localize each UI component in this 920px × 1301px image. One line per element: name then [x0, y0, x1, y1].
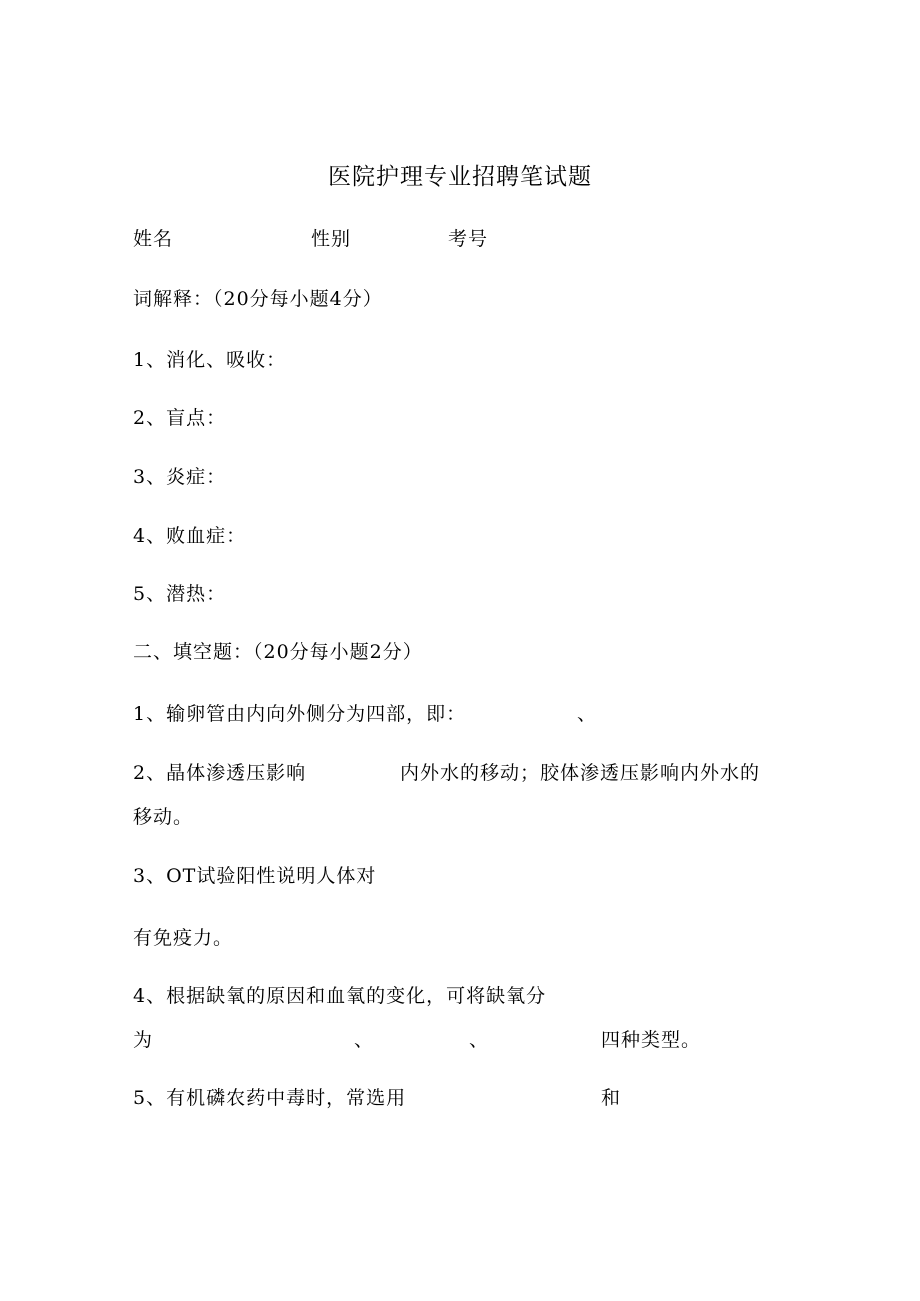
section1-heading: 词解释：（20分每小题4分）	[133, 288, 383, 310]
fill-q3-part1: 3、OT试验阳性说明人体对	[133, 865, 377, 887]
gender-label: 性别	[311, 228, 352, 250]
section2-heading: 二、填空题：（20分每小题2分）	[133, 641, 423, 663]
fill-q2-part1: 2、晶体渗透压影响	[133, 762, 307, 784]
fill-q4-part3: 四种类型。	[601, 1029, 702, 1051]
fill-q4-part1: 4、根据缺氧的原因和血氧的变化，可将缺氧分	[133, 985, 547, 1007]
fill-q1-separator: 、	[577, 703, 598, 725]
fill-q4-separator-1: 、	[354, 1029, 375, 1051]
exam-number-label: 考号	[448, 228, 489, 250]
term-item-3: 3、炎症：	[133, 466, 227, 488]
fill-q1-text: 1、输卵管由内向外侧分为四部，即：	[133, 703, 467, 725]
fill-q4-separator-2: 、	[469, 1029, 490, 1051]
term-item-4: 4、败血症：	[133, 525, 247, 547]
page-title: 医院护理专业招聘笔试题	[328, 164, 592, 190]
name-label: 姓名	[133, 228, 174, 250]
fill-q5-part2: 和	[601, 1087, 622, 1109]
fill-q2-part2: 内外水的移动；胶体渗透压影响内外水的	[400, 762, 761, 784]
fill-q5-part1: 5、有机磷农药中毒时，常选用	[133, 1087, 407, 1109]
term-item-5: 5、潜热：	[133, 583, 227, 605]
fill-q2-part3: 移动。	[133, 806, 194, 828]
term-item-1: 1、消化、吸收：	[133, 349, 287, 371]
fill-q3-part2: 有免疫力。	[133, 927, 234, 949]
term-item-2: 2、盲点：	[133, 407, 227, 429]
fill-q4-part2: 为	[133, 1029, 154, 1051]
